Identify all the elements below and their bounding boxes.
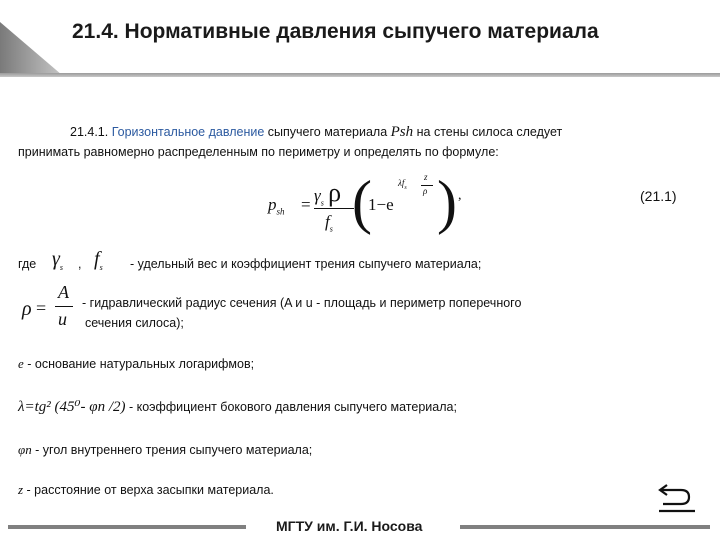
formula-comma: , (458, 188, 462, 203)
formula-fraction-bar (314, 208, 354, 209)
formula-exponent-rho: ρ (423, 186, 428, 196)
section-line-1 (70, 124, 562, 141)
where-f: $f_s$ (94, 248, 103, 272)
header-divider (0, 73, 720, 77)
section-text: сыпучего материала (267, 125, 388, 139)
formula-one-minus-e: 1−e (368, 195, 394, 214)
def-lambda: λ=tg² (45⁰- φп /2) - коэффициент бокового давления сыпучего материала; (18, 399, 457, 415)
formula-numerator: $\gamma_s$ ρ (314, 178, 342, 208)
rho-def-fraction-bar (55, 306, 73, 307)
return-arrow-icon[interactable] (655, 482, 699, 514)
formula-bracket-close: ) (437, 169, 457, 235)
rho-def-perimeter: u (58, 309, 67, 329)
rho-def-rho: ρ (22, 298, 32, 320)
def-phi: φп - угол внутреннего трения сыпучего материала; (18, 442, 313, 457)
rho-def-line-2: сечения силоса); (85, 316, 184, 330)
formula-lhs: $p_{sh}$ (268, 195, 285, 217)
formula-number: (21.1) (640, 188, 677, 204)
formula-bracket-open: ( (352, 169, 372, 235)
where-label: где (18, 257, 37, 271)
where-description: - удельный вес и коэффициент трения сыпучего материала; (130, 257, 482, 271)
footer-org: МГТУ им. Г.И. Носова (276, 518, 423, 534)
formula-exponent-z: z (424, 172, 428, 182)
section-text-end: на стены силоса следует (416, 125, 563, 139)
formula-equals: = (301, 195, 311, 214)
where-separator: , (78, 257, 82, 271)
footer-bar-right (460, 525, 710, 529)
psh-symbol: Psh (390, 124, 414, 140)
rho-def-equals: = (36, 298, 47, 318)
section-line-2: принимать равномерно распределенным по периметру и определять по формуле: (18, 145, 499, 159)
footer-bar-left (8, 525, 246, 529)
page-title: 21.4. Нормативные давления сыпучего материала (72, 20, 599, 43)
section-heading: Горизонтальное давление (111, 125, 265, 139)
def-e: e - основание натуральных логарифмов; (18, 356, 255, 371)
formula-exponent-lambda: $\lambda f_s$ (398, 178, 407, 191)
rho-def-area: A (58, 282, 69, 302)
def-z: z - расстояние от верха засыпки материала. (18, 482, 274, 497)
formula-denominator: $f_s$ (325, 212, 333, 234)
header-corner-decoration (0, 0, 70, 75)
where-gamma: $\gamma_s$ (52, 248, 64, 272)
rho-def-line-1: - гидравлический радиус сечения (A и u - площадь и периметр поперечного (82, 296, 522, 310)
section-number: 21.4.1. (70, 125, 109, 139)
